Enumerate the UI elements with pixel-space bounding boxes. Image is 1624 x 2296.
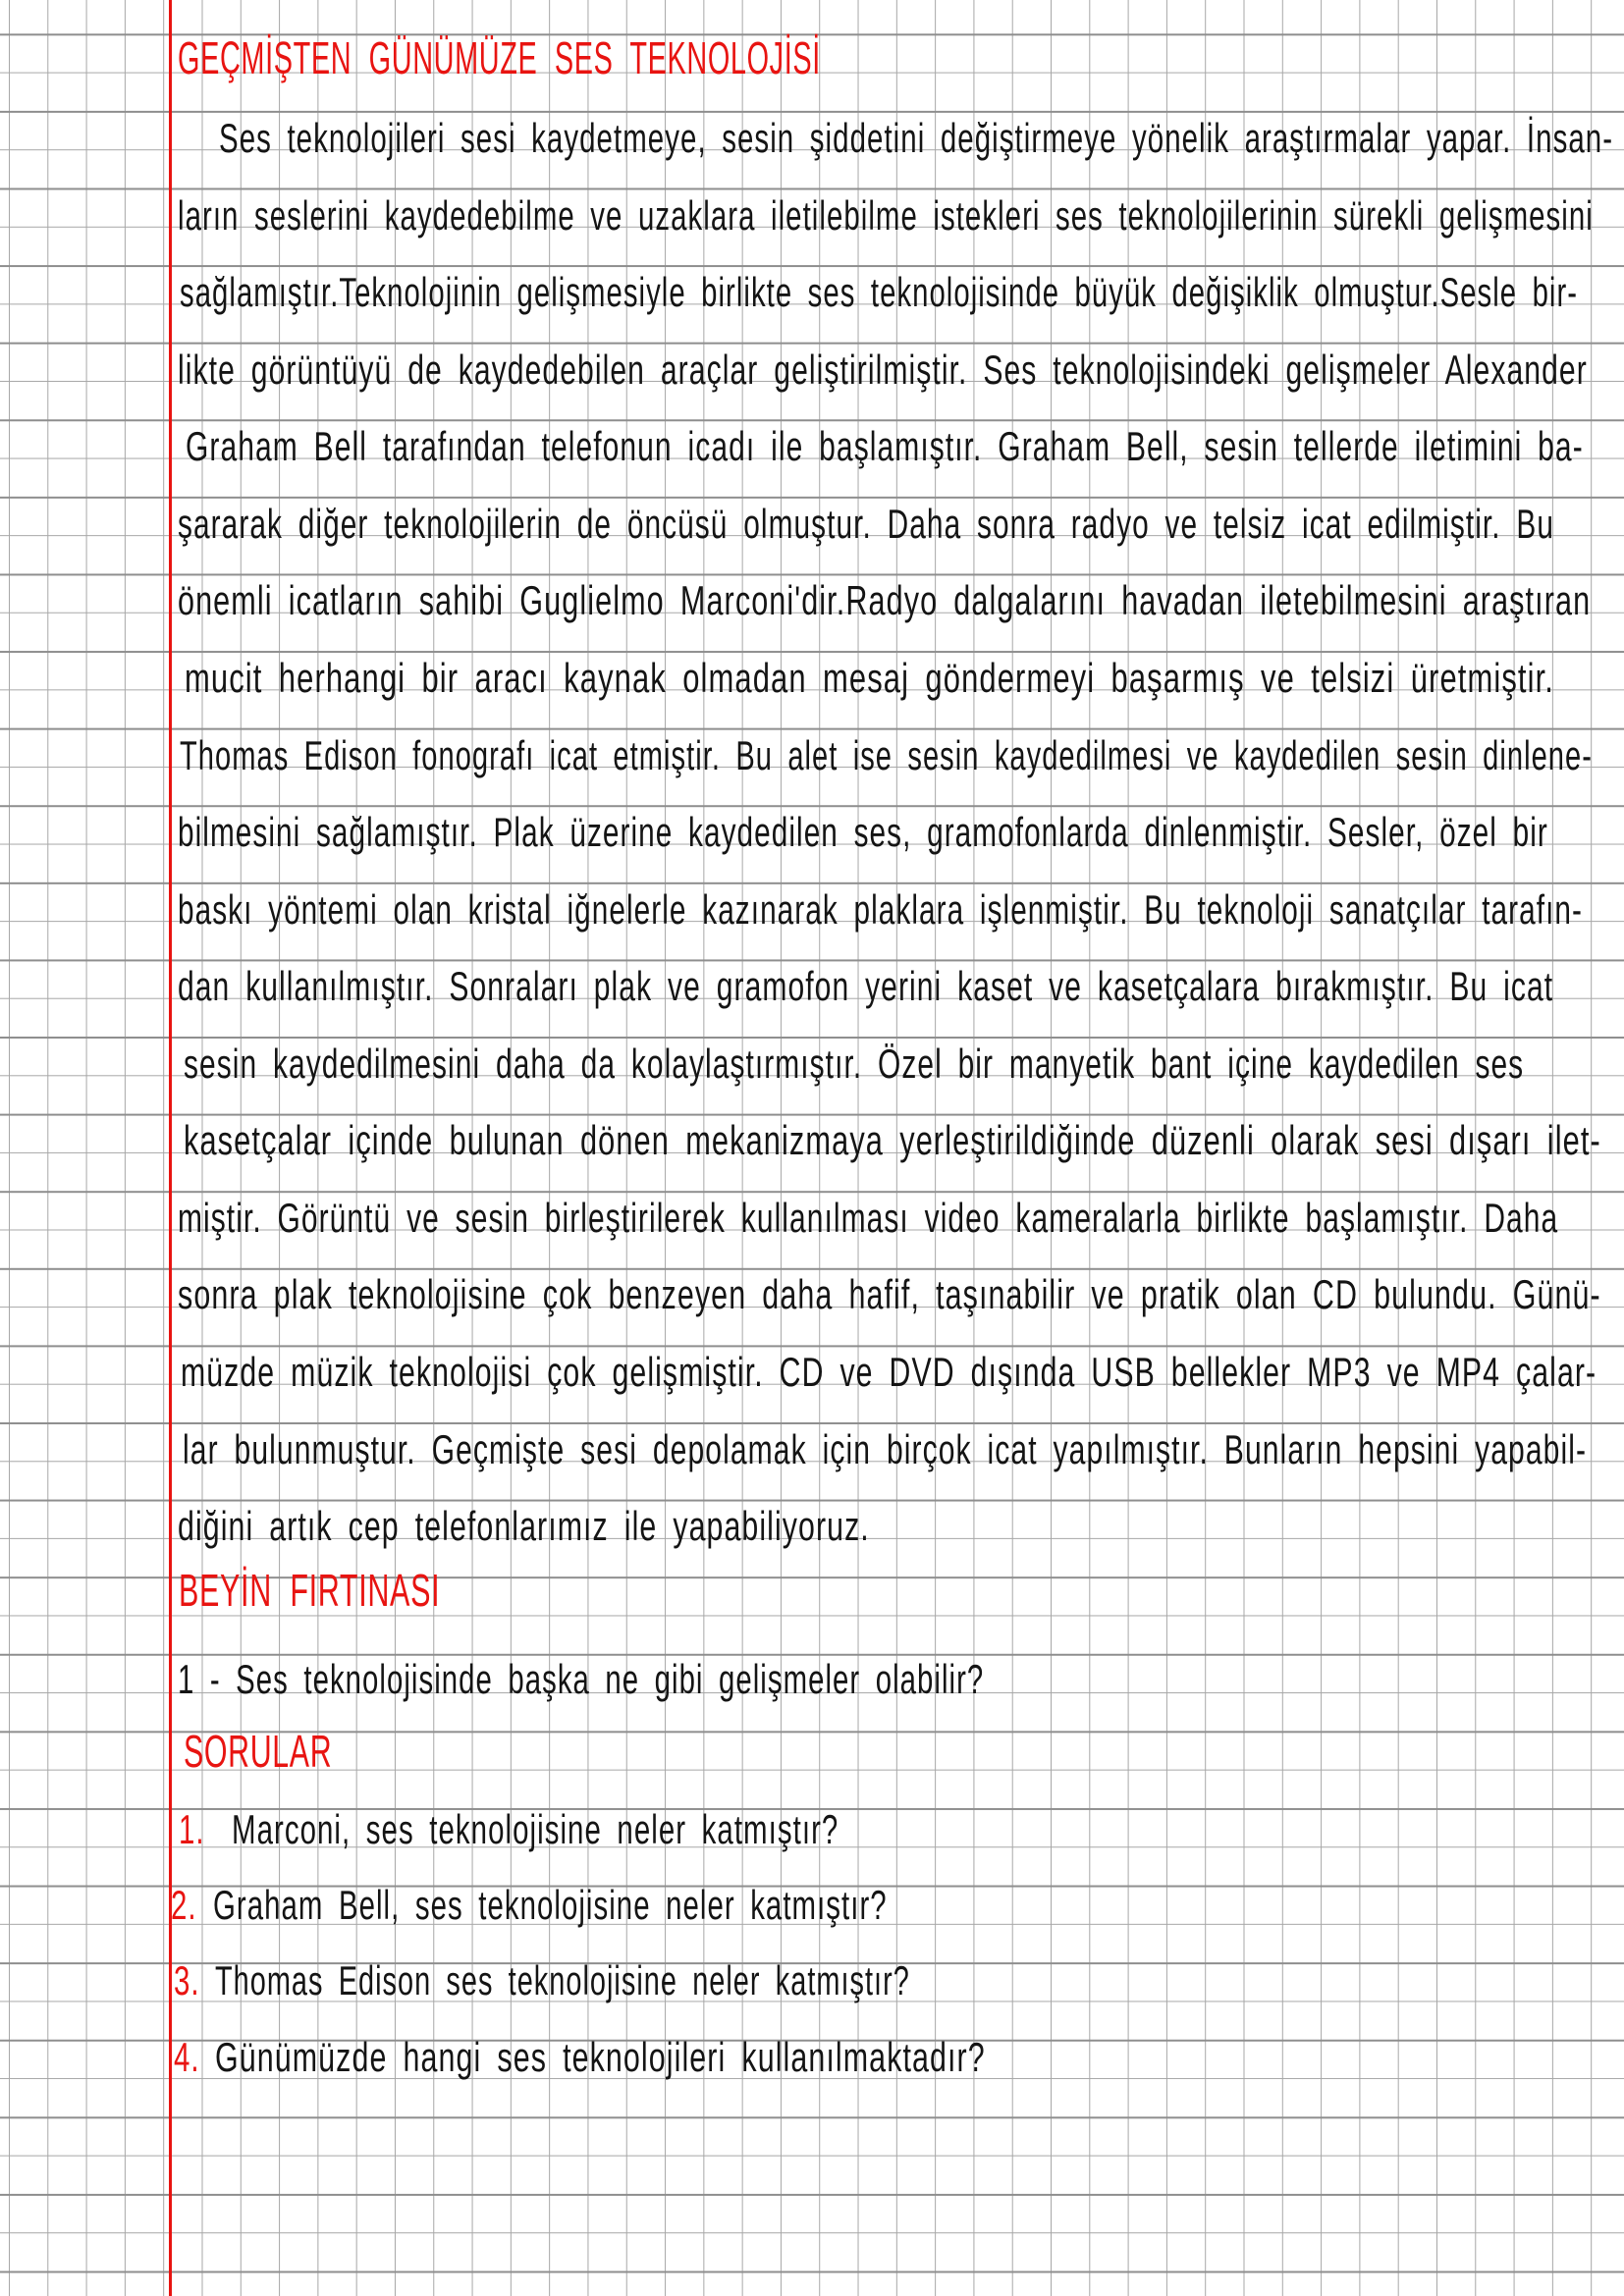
paragraph-line: kasetçalar içinde bulunan dönen mekanizmaya yerleştirildiğinde düzenli olarak sesi dışarı ilet-: [184, 1117, 1601, 1163]
paragraph-line: diğini artık cep telefonlarımız ile yapabiliyoruz.: [178, 1503, 870, 1549]
paragraph-line: likte görüntüyü de kaydedebilen araçlar geliştirilmiştir. Ses teknolojisindeki gelişmeler Alexander: [178, 347, 1588, 393]
paragraph-line: şararak diğer teknolojilerin de öncüsü olmuştur. Daha sonra radyo ve telsiz icat edilmiştir. Bu: [178, 501, 1554, 547]
paragraph-line: Ses teknolojileri sesi kaydetmeye, sesin şiddetini değiştirmeye yönelik araştırmalar yapar. İnsan-: [219, 115, 1614, 161]
question-number: 2.: [171, 1882, 197, 1928]
paragraph-line: mucit herhangi bir aracı kaynak olmadan mesaj göndermeyi başarmış ve telsizi üretmiştir.: [185, 655, 1555, 701]
paragraph-line: dan kullanılmıştır. Sonraları plak ve gramofon yerini kaset ve kasetçalara bırakmıştır. Bu icat: [178, 963, 1554, 1009]
paragraph-line: önemli icatların sahibi Guglielmo Marconi'dir.Radyo dalgalarını havadan iletebilmesini araştıran: [178, 577, 1592, 623]
paragraph-line: bilmesini sağlamıştır. Plak üzerine kaydedilen ses, gramofonlarda dinlenmiştir. Sesler, özel bir: [178, 809, 1548, 855]
question-number: 3.: [174, 1957, 200, 2003]
paragraph-line: sağlamıştır.Teknolojinin gelişmesiyle birlikte ses teknolojisinde büyük değişiklik olmuştur.Sesle bir-: [180, 269, 1579, 315]
paragraph-line: müzde müzik teknolojisi çok gelişmiştir. CD ve DVD dışında USB bellekler MP3 ve MP4 çalar-: [181, 1349, 1597, 1395]
brainstorm-item: 1 - Ses teknolojisinde başka ne gibi gelişmeler olabilir?: [178, 1656, 985, 1702]
questions-heading: SORULAR: [184, 1726, 333, 1777]
question-text: Graham Bell, ses teknolojisine neler katmıştır?: [213, 1882, 888, 1928]
paragraph-line: sonra plak teknolojisine çok benzeyen daha hafif, taşınabilir ve pratik olan CD bulundu. Günü-: [178, 1271, 1601, 1317]
question-number: 1.: [179, 1806, 205, 1852]
margin-line: [169, 0, 172, 2296]
paragraph-line: Graham Bell tarafından telefonun icadı ile başlamıştır. Graham Bell, sesin tellerde iletimini ba-: [186, 423, 1584, 469]
paragraph-line: Thomas Edison fonografı icat etmiştir. Bu alet ise sesin kaydedilmesi ve kaydedilen sesin dinlene-: [180, 732, 1593, 778]
question-text: Marconi, ses teknolojisine neler katmıştır?: [232, 1806, 839, 1852]
page-title: GEÇMİŞTEN GÜNÜMÜZE SES TEKNOLOJİSİ: [178, 32, 821, 83]
question-number: 4.: [174, 2034, 200, 2080]
brainstorm-heading: BEYİN FIRTINASI: [179, 1565, 441, 1616]
paragraph-line: ların seslerini kaydedebilme ve uzaklara iletilebilme istekleri ses teknolojilerinin sürekli gelişmesini: [178, 192, 1594, 239]
paragraph-line: sesin kaydedilmesini daha da kolaylaştırmıştır. Özel bir manyetik bant içine kaydedilen ses: [184, 1041, 1525, 1087]
paragraph-line: miştir. Görüntü ve sesin birleştirilerek kullanılması video kameralarla birlikte başlamıştır. Daha: [178, 1195, 1559, 1241]
question-text: Thomas Edison ses teknolojisine neler katmıştır?: [215, 1957, 910, 2003]
question-text: Günümüzde hangi ses teknolojileri kullanılmaktadır?: [215, 2034, 986, 2080]
paragraph-line: baskı yöntemi olan kristal iğnelerle kazınarak plaklara işlenmiştir. Bu teknoloji sanatçılar tarafın-: [178, 886, 1583, 933]
paragraph-line: lar bulunmuştur. Geçmişte sesi depolamak için birçok icat yapılmıştır. Bunların hepsini yapabil-: [183, 1426, 1588, 1472]
